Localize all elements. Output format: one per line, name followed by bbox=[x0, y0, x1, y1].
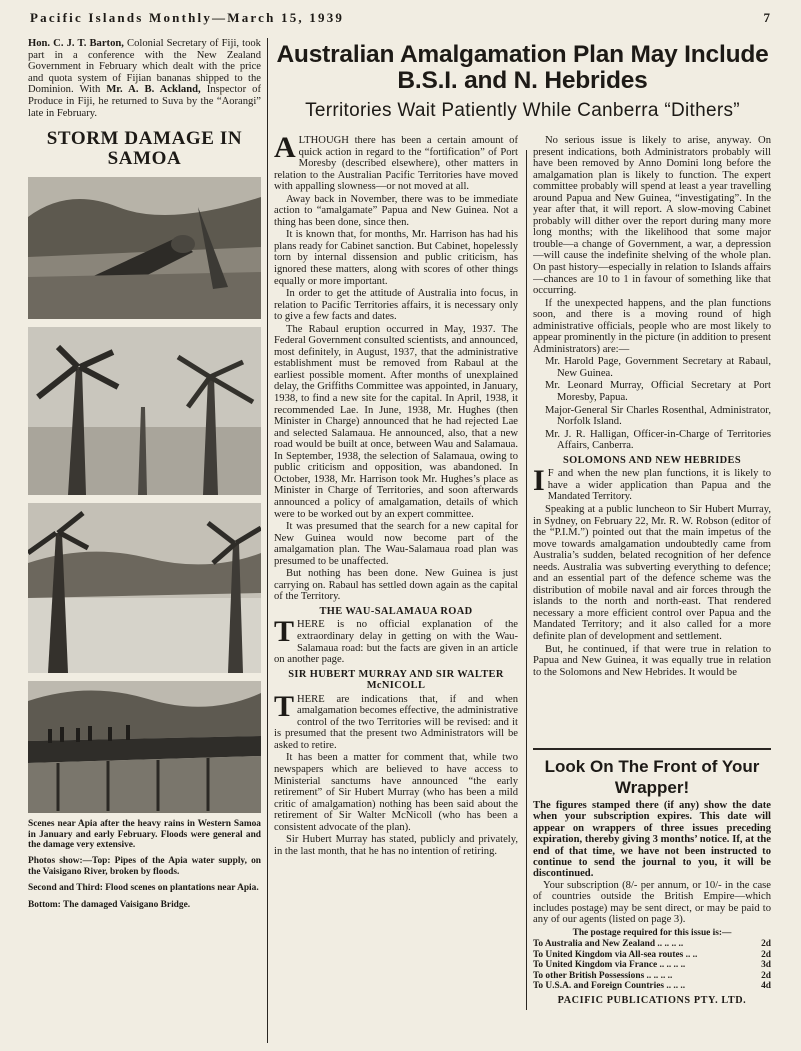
article-column-2 bbox=[274, 135, 518, 1010]
news-item-text-2: Inspector of Produce in Fiji, he returned to Suva by the “Aorangi” late in February. bbox=[28, 84, 261, 119]
paragraph: It was presumed that the search for a new capital for New Guinea would now become part of the amalgamation plan. The Wau-Salamaua road plan was presumed to be unaffected. bbox=[274, 521, 518, 567]
caption-1: Scenes near Apia after the heavy rains in Western Samoa in January and early February. Floods were general and the damage very extensive. bbox=[28, 819, 261, 850]
publication-dateline: Pacific Islands Monthly—March 15, 1939 bbox=[30, 10, 345, 25]
list-item: Mr. J. R. Halligan, Officer-in-Charge of Territories Affairs, Canberra. bbox=[545, 428, 771, 452]
postage-row: To other British Possessions .. .. .. .. 2d bbox=[533, 970, 771, 981]
paragraph: Speaking at a public luncheon to Sir Hubert Murray, in Sydney, on February 22, Mr. R. W. Robson (editor of the “P.I.M.”) pointed out that the main impetus of the move towards amalgamation undoubtedly came from Australia’s sudden, belated recognition of her defence needs. Australia was subverting everything to defence; and an essential part of the defence scheme was the distribution of mobile naval and air forces through the islands to the north and north-east. That rendered necessary a more efficient control over Papua and the Mandated Territory; and it also called for a more definite plan of development and settlement. bbox=[533, 503, 771, 642]
paragraph: It has been a matter for comment that, while two newspapers which are believed to have access to Ministerial sanctums have announced “the early retirement” of Sir Hubert Murray (who has been a mild critic of amalgamation) nothing has been said about the retirement of Sir Walter McNicoll (who has been a consistent advocate of the plan). bbox=[274, 752, 518, 833]
caption-4: Bottom: The damaged Vaisigano Bridge. bbox=[28, 899, 191, 910]
paragraph: In order to get the attitude of Australia into focus, in relation to Pacific Territories affairs, it is necessary only to give a few facts and dates. bbox=[274, 288, 518, 323]
running-header bbox=[30, 10, 770, 28]
postage-intro: The postage required for this issue is:— bbox=[572, 928, 732, 939]
postage-rates bbox=[533, 928, 771, 992]
postage-row: To Australia and New Zealand .. .. .. .. 2d bbox=[533, 939, 771, 950]
paragraph: Sir Hubert Murray has stated, publicly and privately, in the last month, that he has no intention of retiring. bbox=[274, 834, 518, 857]
news-item-barton bbox=[28, 38, 261, 119]
paragraph: ALTHOUGH there has been a certain amount of quick action in regard to the “fortification” of Port Moresby (described elsewhere), other matters in relation to the Australian Pacific Territories have moved with appalling slowness—or not moved at all. bbox=[274, 135, 518, 193]
caption-2: Photos show:—Top: Pipes of the Apia water supply, on the Vaisigano River, broken by floods. bbox=[28, 856, 261, 877]
drop-cap: I bbox=[533, 464, 545, 498]
paragraph: But, he continued, if that were true in relation to Papua and New Guinea, it was equally true in relation to the Solomons and New Hebrides. It would be bbox=[533, 643, 771, 678]
paragraph: If the unexpected happens, and the plan functions soon, and there is a moving round of high administrative officials, people who are most likely to appear prominently in the picture (in addition to present Administrators) are:— bbox=[533, 297, 771, 355]
paragraph: THERE is no official explanation of the extraordinary delay in getting on with the Wau-Salamaua road: but the facts are given in an article on another page. bbox=[274, 615, 518, 666]
postage-row: To United Kingdom via France .. .. .. .. 3d bbox=[533, 960, 771, 971]
left-column bbox=[28, 38, 261, 1038]
photo-flood-plantation-1 bbox=[28, 327, 261, 495]
headline-title: Australian Amalgamation Plan May Include B.S.I. and N. Hebrides bbox=[276, 41, 769, 94]
news-item-name: Hon. C. J. T. Barton, bbox=[28, 38, 124, 49]
notice-rule bbox=[533, 748, 771, 750]
list-item: Mr. Harold Page, Government Secretary at Rabaul, New Guinea. bbox=[545, 356, 771, 379]
column-rule-left bbox=[267, 38, 268, 1043]
photo-damaged-bridge bbox=[28, 681, 261, 813]
postage-row: To United Kingdom via All-sea routes .. .. 2d bbox=[533, 949, 771, 960]
wrapper-notice-body bbox=[533, 800, 771, 1006]
paragraph: I F and when the new plan functions, it is likely to have a wider application than Papua and the Mandated Territory. bbox=[533, 464, 771, 503]
article-headline bbox=[270, 42, 775, 122]
photo-flood-plantation-2 bbox=[28, 503, 261, 673]
drop-cap: T bbox=[274, 615, 295, 649]
wrapper-notice-heading: Look On The Front of Your Wrapper! bbox=[544, 757, 760, 797]
page-number: 7 bbox=[763, 10, 770, 25]
paragraph: But nothing has been done. New Guinea is just carrying on. Rabaul has settled down again as the capital of the Territory. bbox=[274, 568, 518, 603]
subheading-wau-road: THE WAU-SALAMAUA ROAD bbox=[319, 605, 473, 617]
news-item-text: Colonial Secretary of Fiji, took part in a conference with the New Zealand Government in February which dealt with the price and quota system of Fijian bananas shipped to the Dominion. With bbox=[28, 38, 261, 96]
publisher-name: PACIFIC PUBLICATIONS PTY. LTD. bbox=[557, 995, 747, 1007]
list-item: Major-General Sir Charles Rosenthal, Administrator, Norfolk Island. bbox=[545, 404, 771, 428]
photo-broken-pipes bbox=[28, 177, 261, 319]
postage-row: To U.S.A. and Foreign Countries .. .. .. 4d bbox=[533, 981, 771, 992]
drop-cap: A bbox=[274, 135, 296, 164]
notice-paragraph: The figures stamped there (if any) show the date when your subscription expires. This date will appear on wrappers of three issues preceding expiration, thereby giving 3 months’ notice. If, at the end of that time, we have not been instructed to continue to send the journal to you, it will be discontinued. bbox=[533, 800, 771, 880]
column-rule-middle bbox=[526, 150, 527, 1010]
headline-subtitle: Territories Wait Patiently While Canberra “Dithers” bbox=[305, 100, 740, 121]
notice-paragraph: Your subscription (8/- per annum, or 10/- in the case of countries outside the British Empire—which includes postage) may be sent direct, or may be paid to any of our agents (listed on page 3). bbox=[533, 879, 771, 926]
paragraph: THERE are indications that, if and when amalgamation becomes effective, the administrative control of the two Territories will be revised: and it is presumed that the present two Administrators will be asked to retire. bbox=[274, 689, 518, 751]
photo-captions bbox=[28, 819, 261, 910]
paragraph: The Rabaul eruption occurred in May, 1937. The Federal Government consulted scientists, and announced, most definitely, in August, 1937, that the administrative establishment must be removed from Rabaul at the earliest possible moment. After months of unexplained delay, the Griffiths Committee was appointed, in January, 1938, to find a new site for the capital. In April, 1938, it recommended Lae. In June, 1938, Mr. Hughes (then Minister in Charge) announced that he had rejected Lae and selected Salamaua. He announced, also, that a new road would be built at once, between Wau and Salamaua. In September, 1938, the selection of Salamaua, owing to public criticism and opposition, was abandoned. In October, 1938, Mr. Harrison took Mr. Hughes’s place as Minister in Charge of Territories, and soon afterwards announced a policy of amalgamation, details of which were to be worked out by an expert committee. bbox=[274, 323, 518, 520]
article-column-3 bbox=[533, 135, 771, 742]
drop-cap: T bbox=[274, 689, 295, 723]
subheading-murray-mcnicoll: SIR HUBERT MURRAY AND SIR WALTER McNICOLL bbox=[288, 668, 504, 692]
paragraph: No serious issue is likely to arise, anyway. On present indications, both Administrators probably will have been removed by Anno Domini long before the amalgamation plan is likely to function. The expert committee probably will spend at least a year travelling around Papua and New Guinea, “investigating”. In the year after that, it will report. A slow-moving Cabinet probably will dither over the report during many more long months; with the likelihood that some major trouble—a change of Government, a war, a depression—will cause the indefinite shelving of the whole plan. On past history—especially in relation to Islands affairs—chances are 10 to 1 in favour of something like that occurring. bbox=[533, 135, 771, 297]
paragraph: It is known that, for months, Mr. Harrison has had his plans ready for Cabinet sanction. But Cabinet, hopelessly torn by internal dissension and public criticism, has ignored these matters, along with scores of other things equally or more important. bbox=[274, 229, 518, 287]
list-item: Mr. Leonard Murray, Official Secretary at Port Moresby, Papua. bbox=[545, 380, 771, 404]
paragraph: Away back in November, there was to be immediate action to “amalgamate” Papua and New Guinea. Not a thing has been done, since then. bbox=[274, 193, 518, 228]
storm-damage-heading: STORM DAMAGE IN SAMOA bbox=[46, 128, 243, 170]
caption-3: Second and Third: Flood scenes on plantations near Apia. bbox=[28, 883, 259, 894]
news-item-name-2: Mr. A. B. Ackland, bbox=[106, 84, 201, 96]
subheading-solomons: SOLOMONS AND NEW HEBRIDES bbox=[562, 454, 742, 466]
